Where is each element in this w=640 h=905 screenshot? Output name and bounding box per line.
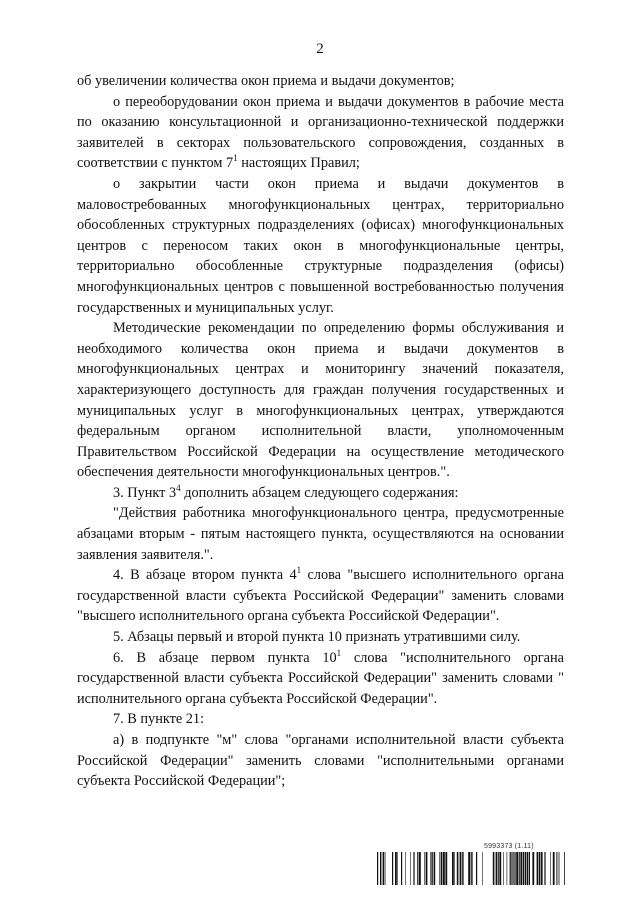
paragraph: 6. В абзаце первом пункта $10^1$ слова "исполнительного органа государственной власти субъекта Российской Федерации" заменить словами " исполнительного органа субъекта Российской Федерации". (77, 647, 564, 707)
paragraph: 3. Пункт $3^4$ дополнить абзацем следующего содержания: (113, 482, 459, 501)
paragraph: а) в подпункте "м" слова "органами исполнительной власти субъекта Российской Федерации" заменить словами "исполнительными органами субъекта Российской Федерации"; (77, 732, 564, 790)
paragraph: о переоборудовании окон приема и выдачи документов в рабочие места по оказанию консультационной и организационно-технической поддержки заявителей в секторах пользовательского сопровождения, созданных в соответствии с пунктом $7^1$ настоящих Правил; (77, 93, 564, 172)
paragraph: 4. В абзаце втором пункта $4^1$ слова "высшего исполнительного органа государственной власти субъекта Российской Федерации" заменить словами "высшего исполнительного органа субъекта Российской Федерации". (77, 565, 564, 625)
barcode-image (377, 852, 565, 885)
paragraph: о закрытии части окон приема и выдачи документов в маловостребованных многофункциональных центрах, территориально обособленных структурных подразделениях (офисах) многофункциональных центров с переносом таких окон в многофункциональные центры, территориально обособленные структурные подразделения (офисы) многофункциональных центров с повышенной востребованностью получения государственных и муниципальных услуг. (77, 175, 564, 316)
paragraph: об увеличении количества окон приема и выдачи документов; (77, 73, 455, 89)
paragraph: Методические рекомендации по определению формы обслуживания и необходимого количества окон приема и выдачи документов в многофункциональных центрах и мониторингу значений показателя, характеризующего доступность для граждан получения государственных и муниципальных услуг в многофункциональных центрах, утверждаются федеральным органом исполнительной власти, уполномоченным Правительством Российской Федерации на осуществление методического обеспечения деятельности многофункциональных центров.". (77, 320, 564, 481)
paragraph: 7. В пункте 21: (113, 711, 205, 728)
page-number: 2 (316, 41, 324, 57)
paragraph: "Действия работника многофункционального центра, предусмотренные абзацами вторым - пятым настоящего пункта, осуществляются на основании заявления заявителя.". (77, 505, 564, 563)
document-code: 5993373 (1.11) (484, 843, 534, 850)
document-body (77, 71, 564, 792)
paragraph: 5. Абзацы первый и второй пункта 10 признать утратившими силу. (113, 629, 521, 646)
